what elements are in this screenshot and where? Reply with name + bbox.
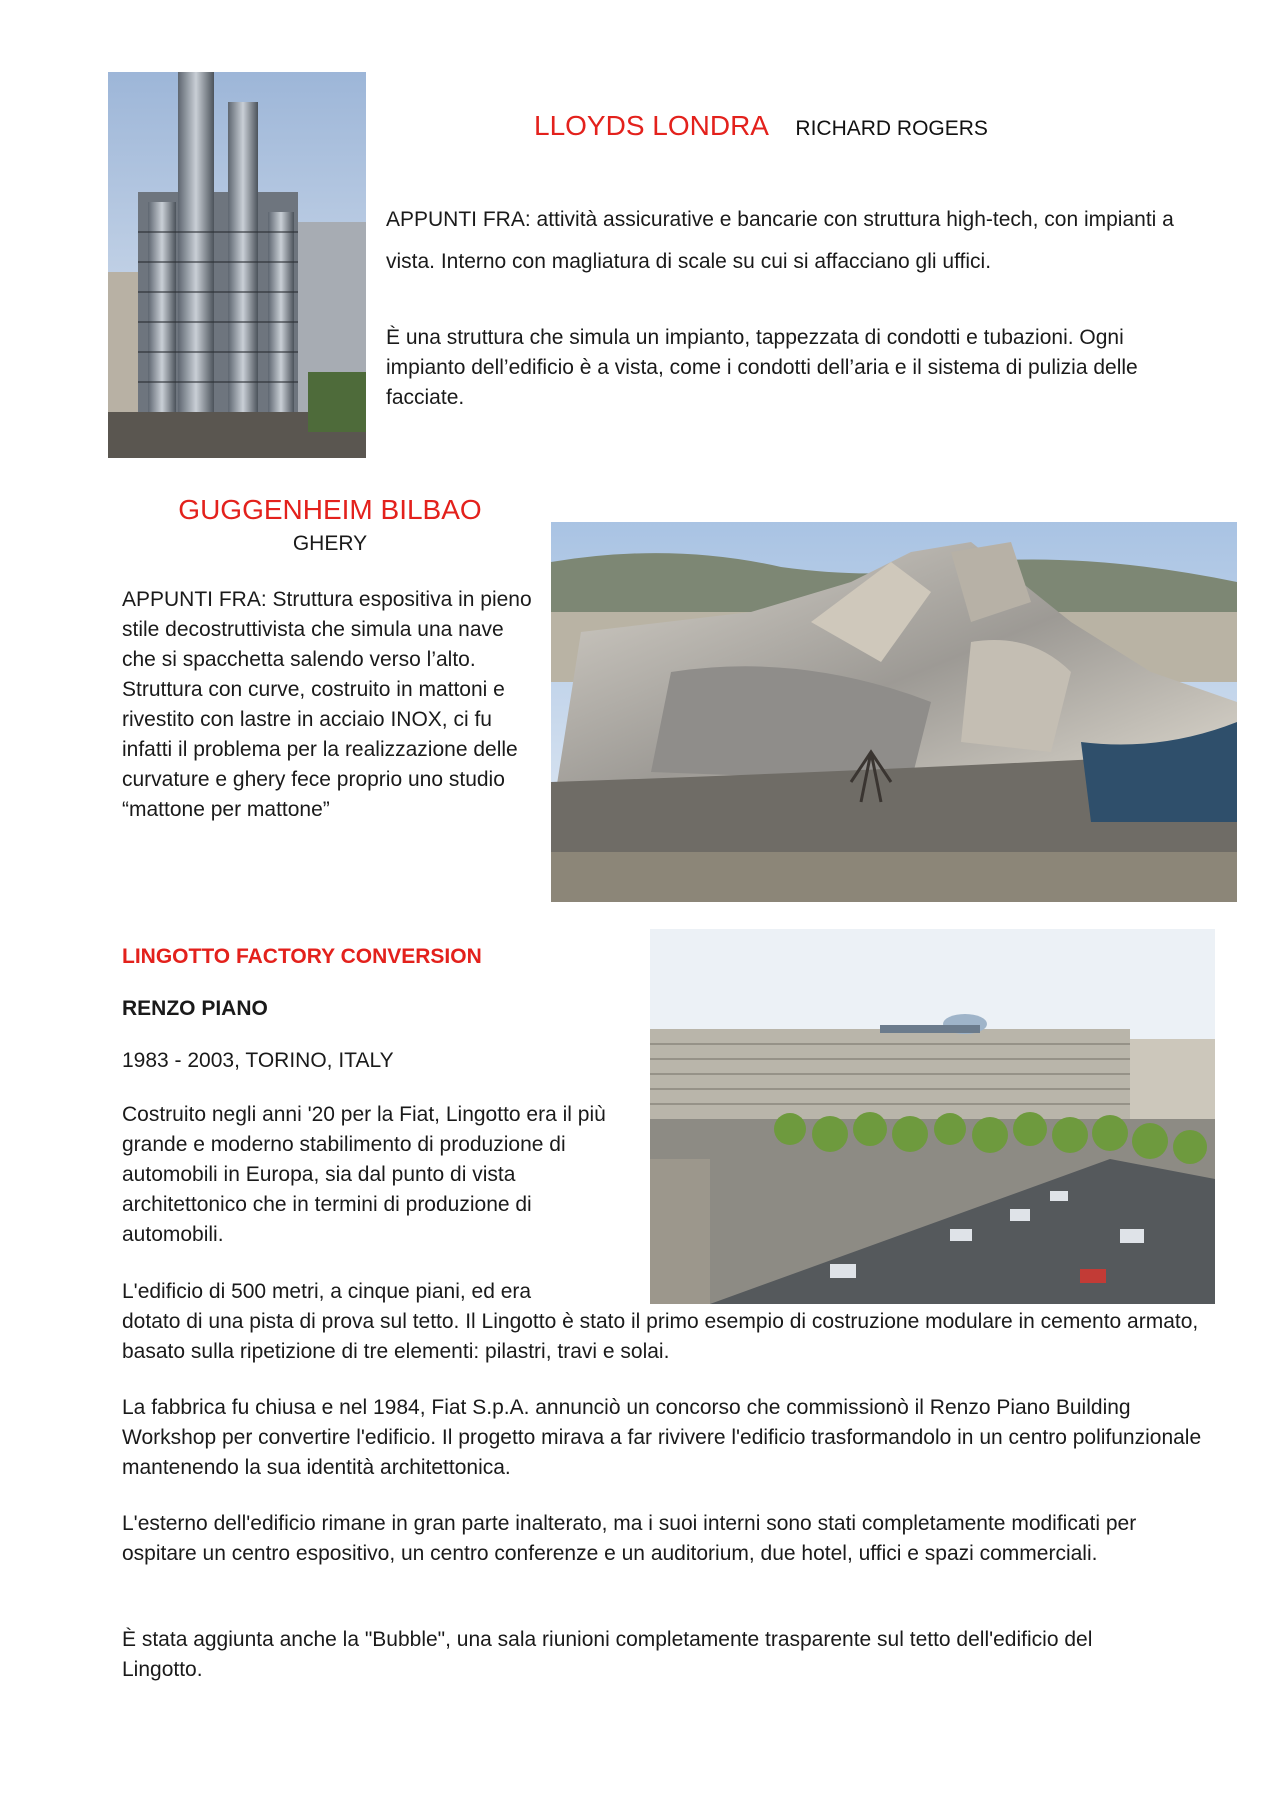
lingotto-paragraph-2-start: L'edificio di 500 metri, a cinque piani, ed era	[122, 1280, 532, 1303]
lingotto-dates: 1983 - 2003, TORINO, ITALY	[122, 1049, 394, 1072]
guggenheim-architect: GHERY	[292, 532, 368, 555]
lloyds-heading	[534, 110, 988, 142]
guggenheim-title: GUGGENHEIM BILBAO	[178, 494, 482, 525]
lingotto-paragraph-2: dotato di una pista di prova sul tetto. Il Lingotto è stato il primo esempio di costruzione modulare in cemento armato, basato sulla ripetizione di tre elementi: pilastri, travi e solai.	[122, 1310, 1199, 1363]
lloyds-architect: RICHARD ROGERS	[795, 117, 988, 140]
lingotto-title: LINGOTTO FACTORY CONVERSION	[122, 945, 482, 968]
lloyds-title: LLOYDS LONDRA	[534, 110, 769, 141]
lingotto-paragraph-1: Costruito negli anni '20 per la Fiat, Lingotto era il più grande e moderno stabilimento di produzione di automobili in Europa, sia dal punto di vista architettonico che in termini di produzione di automobili.	[122, 1103, 606, 1246]
lingotto-paragraph-4: L'esterno dell'edificio rimane in gran parte inalterato, ma i suoi interni sono stati completamente modificati per ospitare un centro espositivo, un centro conferenze e un auditorium, due hotel, uffici e spazi commerciali.	[122, 1512, 1137, 1565]
lingotto-architect: RENZO PIANO	[122, 997, 268, 1020]
guggenheim-museum-photo	[551, 522, 1237, 902]
lingotto-paragraph-3: La fabbrica fu chiusa e nel 1984, Fiat S.p.A. annunciò un concorso che commissionò il Renzo Piano Building Workshop per convertire l'edificio. Il progetto mirava a far rivivere l'edificio trasformandolo in un centro polifunzionale mantenendo la sua identità architettonica.	[122, 1396, 1202, 1479]
lloyds-notes-2: È una struttura che simula un impianto, tappezzata di condotti e tubazioni. Ogni impianto dell’edificio è a vista, come i condotti dell’aria e il sistema di pulizia delle facciate.	[386, 326, 1138, 409]
lloyds-notes-1: APPUNTI FRA: attività assicurative e bancarie con struttura high-tech, con impianti a vista. Interno con magliatura di scale su cui si affacciano gli uffici.	[386, 208, 1174, 273]
lloyds-building-photo	[108, 72, 366, 458]
guggenheim-notes: APPUNTI FRA: Struttura espositiva in pieno stile decostruttivista che simula una nave che si spacchetta salendo verso l’alto. Struttura con curve, costruito in mattoni e rivestito con lastre in acciaio INOX, ci fu infatti il problema per la realizzazione delle curvature e ghery fece proprio uno studio “mattone per mattone”	[122, 588, 532, 821]
lingotto-paragraph-5: È stata aggiunta anche la "Bubble", una sala riunioni completamente trasparente sul tetto dell'edificio del Lingotto.	[122, 1628, 1093, 1681]
lingotto-factory-photo	[650, 929, 1215, 1304]
